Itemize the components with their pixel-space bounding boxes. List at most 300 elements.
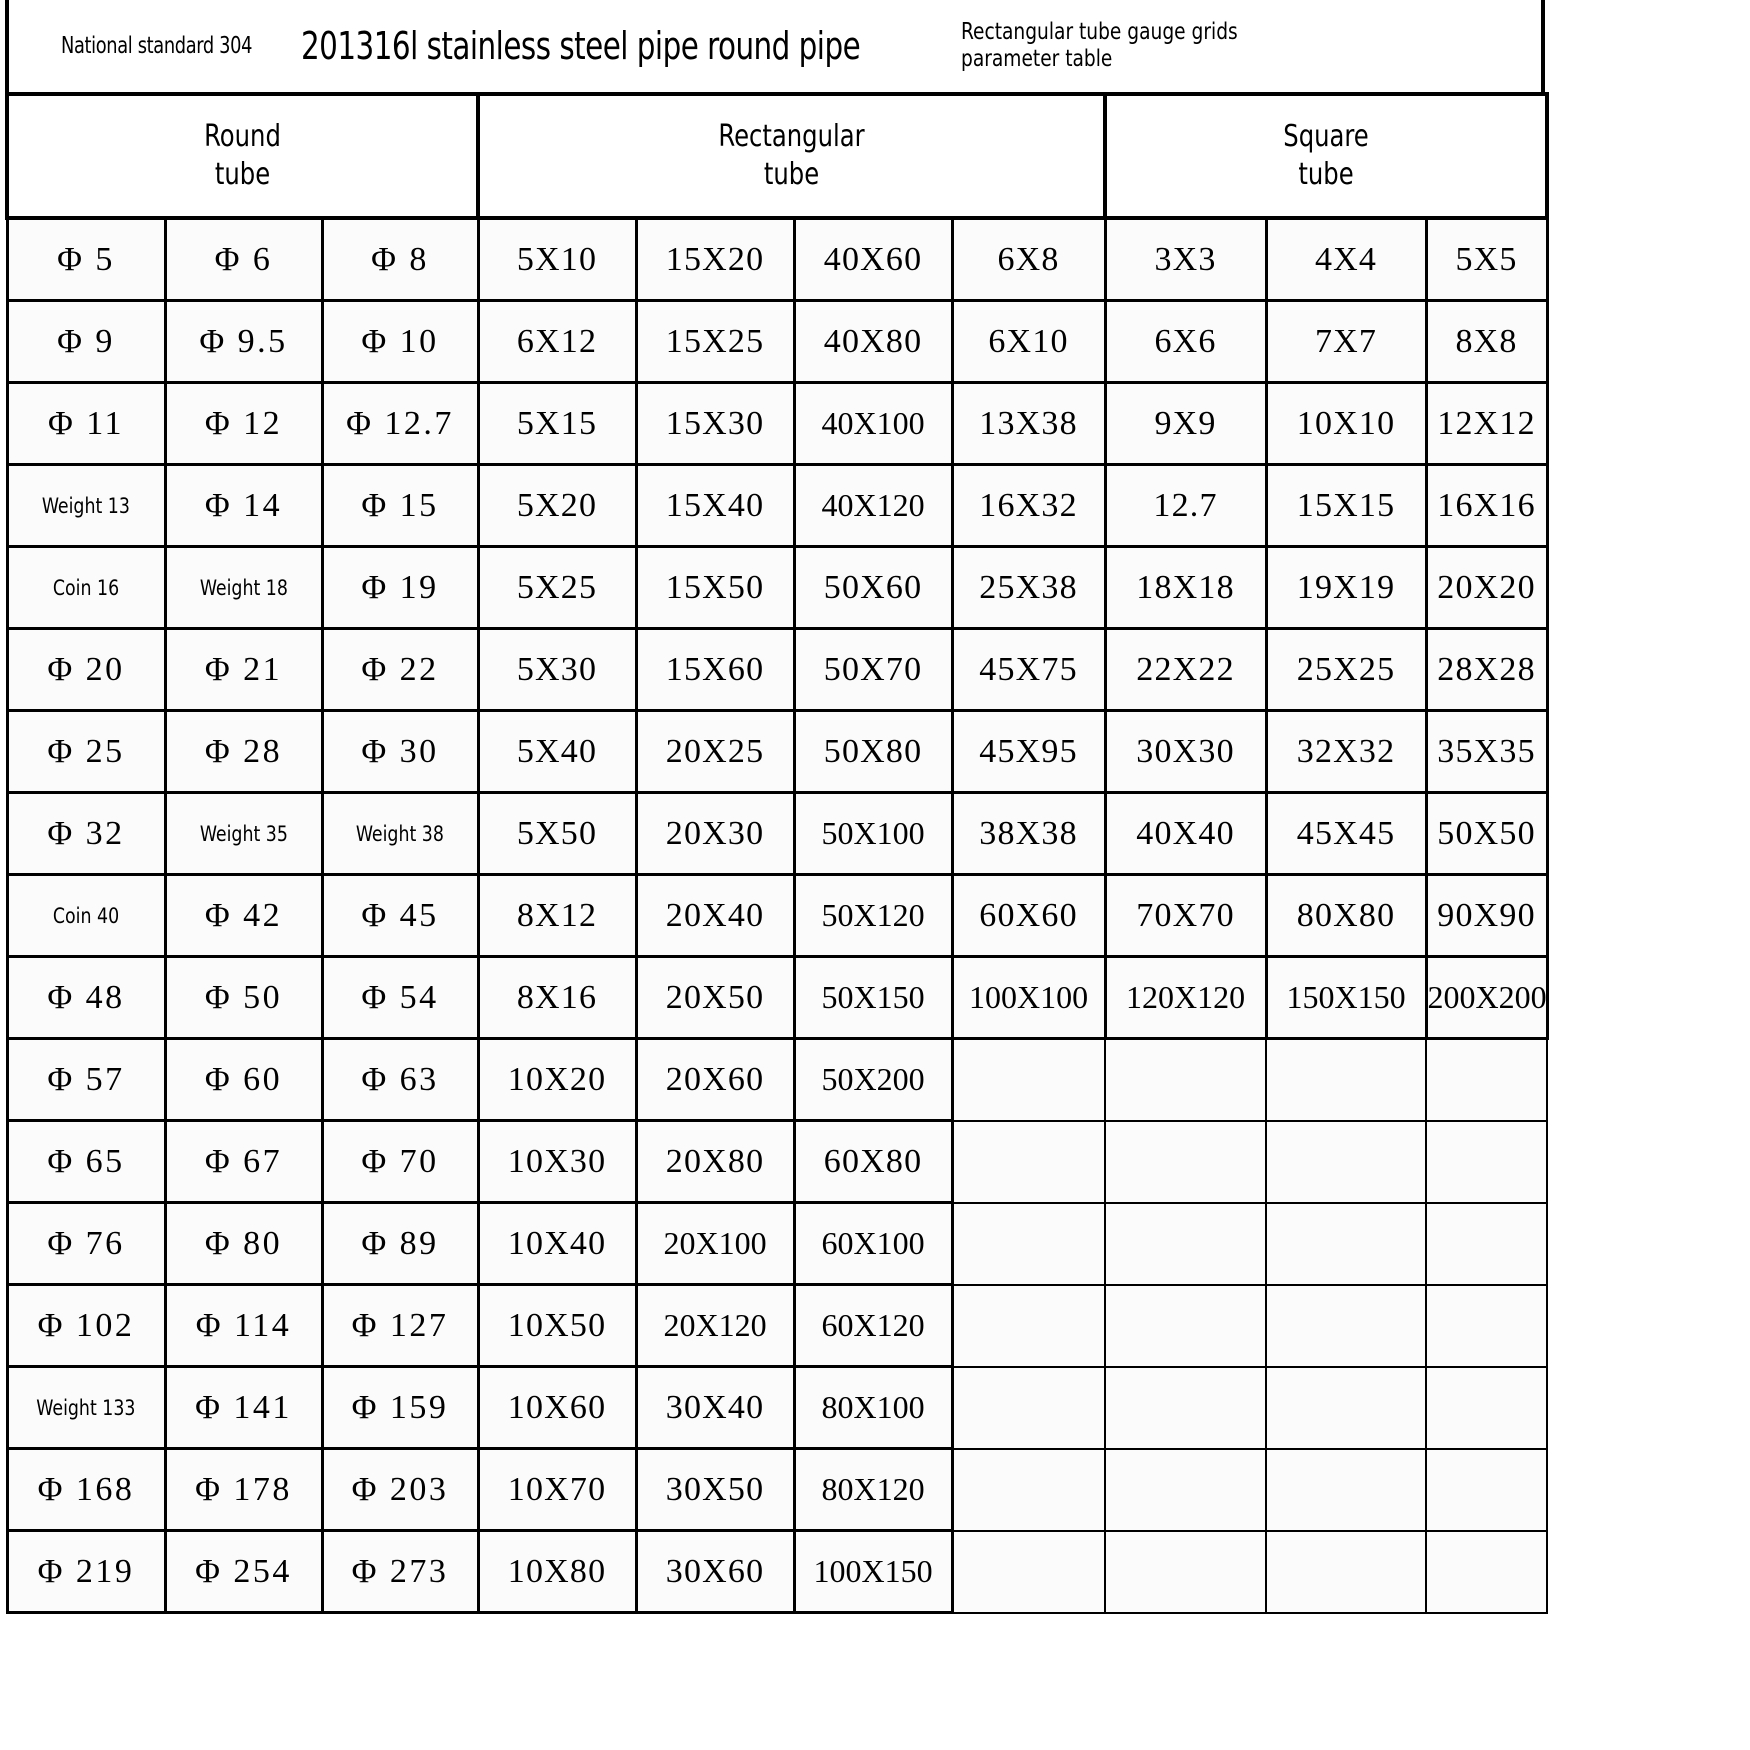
table-cell-empty bbox=[1105, 1203, 1266, 1285]
table-cell bbox=[322, 1449, 478, 1531]
cell-value: Φ 10 bbox=[361, 322, 439, 360]
table-cell bbox=[322, 1203, 478, 1285]
cell-value: Φ 60 bbox=[204, 1060, 283, 1098]
table-cell bbox=[1426, 547, 1547, 629]
table-cell-empty bbox=[1426, 1203, 1547, 1285]
table-cell-empty bbox=[1426, 1367, 1547, 1449]
table-cell bbox=[1266, 301, 1426, 383]
cell-value: Φ 80 bbox=[204, 1224, 283, 1262]
table-cell bbox=[478, 1531, 636, 1613]
table-cell bbox=[165, 301, 322, 383]
table-cell bbox=[322, 793, 478, 875]
cell-value: 15X20 bbox=[665, 240, 765, 278]
table-cell bbox=[1426, 465, 1547, 547]
cell-value: 50X200 bbox=[821, 1061, 925, 1097]
table-cell bbox=[952, 465, 1105, 547]
cell-value: Φ 11 bbox=[47, 404, 125, 442]
table-cell bbox=[952, 629, 1105, 711]
table-cell bbox=[322, 957, 478, 1039]
cell-value: 8X8 bbox=[1455, 322, 1518, 360]
table-cell bbox=[636, 875, 794, 957]
table-cell bbox=[794, 1285, 952, 1367]
column-group-label-line2: tube bbox=[214, 157, 271, 192]
table-row bbox=[7, 218, 1547, 301]
cell-value: 9X9 bbox=[1154, 404, 1217, 442]
table-cell bbox=[165, 465, 322, 547]
table-cell bbox=[322, 547, 478, 629]
cell-value: 45X45 bbox=[1296, 814, 1396, 852]
table-cell bbox=[1426, 218, 1547, 301]
cell-value: 5X30 bbox=[516, 650, 598, 688]
cell-value: 20X50 bbox=[665, 978, 765, 1016]
table-cell bbox=[478, 1121, 636, 1203]
table-cell-empty bbox=[1266, 1531, 1426, 1613]
table-cell bbox=[794, 1367, 952, 1449]
table-cell bbox=[794, 711, 952, 793]
table-cell bbox=[952, 301, 1105, 383]
table-cell bbox=[7, 1367, 165, 1449]
cell-value: 19X19 bbox=[1296, 568, 1396, 606]
cell-value: 20X40 bbox=[665, 896, 765, 934]
column-group-label-line2: tube bbox=[1298, 157, 1354, 192]
table-cell bbox=[478, 218, 636, 301]
cell-value: Φ 141 bbox=[195, 1388, 292, 1426]
table-row bbox=[7, 1203, 1547, 1285]
table-cell bbox=[794, 301, 952, 383]
table-row bbox=[7, 465, 1547, 547]
table-cell bbox=[165, 1121, 322, 1203]
cell-value: Φ 9 bbox=[57, 322, 115, 360]
table-cell-empty bbox=[1266, 1367, 1426, 1449]
table-cell-empty bbox=[1105, 1285, 1266, 1367]
cell-value: 8X16 bbox=[516, 978, 598, 1016]
table-cell bbox=[322, 875, 478, 957]
cell-value: Φ 63 bbox=[361, 1060, 439, 1098]
table-cell bbox=[1105, 875, 1266, 957]
cell-value: 60X100 bbox=[821, 1225, 925, 1261]
cell-value: Weight 38 bbox=[355, 821, 445, 846]
cell-value: 6X8 bbox=[997, 240, 1060, 278]
table-cell bbox=[794, 957, 952, 1039]
table-cell-empty bbox=[952, 1203, 1105, 1285]
table-cell bbox=[478, 1039, 636, 1121]
table-cell bbox=[7, 793, 165, 875]
cell-value: 5X10 bbox=[516, 240, 598, 278]
table-row bbox=[7, 793, 1547, 875]
cell-value: Φ 76 bbox=[47, 1224, 125, 1262]
cell-value: Φ 6 bbox=[214, 240, 273, 278]
column-group-label-line1: Rectangular bbox=[718, 118, 865, 154]
cell-value: Φ 14 bbox=[204, 486, 283, 524]
cell-value: 5X15 bbox=[516, 404, 598, 442]
table-cell bbox=[952, 711, 1105, 793]
cell-value: 13X38 bbox=[979, 404, 1078, 442]
cell-value: 30X30 bbox=[1136, 732, 1235, 770]
table-cell-empty bbox=[952, 1039, 1105, 1121]
cell-value: 15X60 bbox=[665, 650, 765, 688]
table-cell bbox=[165, 1531, 322, 1613]
cell-value: 50X80 bbox=[823, 732, 923, 770]
cell-value: 100X100 bbox=[968, 979, 1089, 1015]
cell-value: 15X25 bbox=[665, 322, 765, 360]
table-cell bbox=[478, 711, 636, 793]
cell-value: 40X60 bbox=[823, 240, 923, 278]
table-cell-empty bbox=[1426, 1285, 1547, 1367]
cell-value: Φ 65 bbox=[47, 1142, 125, 1180]
cell-value: Φ 5 bbox=[57, 240, 115, 278]
table-cell bbox=[1266, 383, 1426, 465]
cell-value: Weight 18 bbox=[199, 575, 288, 600]
table-cell bbox=[1426, 793, 1547, 875]
column-group-header bbox=[478, 94, 1105, 218]
cell-value: 30X60 bbox=[665, 1552, 765, 1590]
table-cell bbox=[794, 1039, 952, 1121]
column-group-header bbox=[7, 94, 478, 218]
table-cell bbox=[1105, 957, 1266, 1039]
cell-value: Φ 19 bbox=[361, 568, 439, 606]
table-cell bbox=[1426, 301, 1547, 383]
cell-value: 50X150 bbox=[821, 979, 925, 1015]
cell-value: 15X40 bbox=[665, 486, 765, 524]
table-cell bbox=[1426, 957, 1547, 1039]
table-cell bbox=[322, 629, 478, 711]
cell-value: 20X100 bbox=[663, 1225, 767, 1261]
cell-value: 7X7 bbox=[1314, 322, 1378, 360]
cell-value: Φ 42 bbox=[204, 896, 283, 934]
table-cell bbox=[322, 711, 478, 793]
table-cell bbox=[322, 1285, 478, 1367]
column-group-label-line2: tube bbox=[763, 157, 820, 192]
table-cell-empty bbox=[952, 1121, 1105, 1203]
cell-value: Φ 32 bbox=[47, 814, 125, 852]
table-cell bbox=[7, 1285, 165, 1367]
table-cell bbox=[165, 875, 322, 957]
table-cell bbox=[636, 793, 794, 875]
table-cell bbox=[794, 547, 952, 629]
table-cell bbox=[7, 629, 165, 711]
cell-value: 25X38 bbox=[979, 568, 1078, 606]
table-cell bbox=[165, 793, 322, 875]
cell-value: Φ 67 bbox=[204, 1142, 283, 1180]
cell-value: 6X12 bbox=[516, 322, 598, 360]
table-cell bbox=[478, 1367, 636, 1449]
table-cell bbox=[794, 875, 952, 957]
cell-value: 10X10 bbox=[1296, 404, 1396, 442]
table-row bbox=[7, 875, 1547, 957]
table-row bbox=[7, 629, 1547, 711]
table-cell bbox=[478, 465, 636, 547]
table-cell bbox=[165, 1285, 322, 1367]
table-cell-empty bbox=[1105, 1531, 1266, 1613]
table-cell bbox=[636, 383, 794, 465]
cell-value: 30X40 bbox=[665, 1388, 765, 1426]
cell-value: Φ 9.5 bbox=[199, 322, 288, 360]
cell-value: 20X25 bbox=[665, 732, 765, 770]
table-cell bbox=[165, 383, 322, 465]
table-cell bbox=[7, 1121, 165, 1203]
column-group-header bbox=[1105, 94, 1547, 218]
cell-value: Weight 133 bbox=[36, 1395, 136, 1420]
table-cell bbox=[1105, 793, 1266, 875]
table-row bbox=[7, 1121, 1547, 1203]
cell-value: 70X70 bbox=[1136, 896, 1235, 934]
cell-value: Weight 13 bbox=[41, 493, 131, 518]
cell-value: 80X80 bbox=[1296, 896, 1396, 934]
table-cell bbox=[794, 1449, 952, 1531]
cell-value: 20X30 bbox=[665, 814, 765, 852]
table-cell bbox=[478, 875, 636, 957]
table-cell bbox=[1266, 957, 1426, 1039]
table-cell bbox=[165, 957, 322, 1039]
standard-label: National standard 304 bbox=[61, 33, 253, 59]
table-cell bbox=[794, 629, 952, 711]
table-cell bbox=[165, 1449, 322, 1531]
table-cell bbox=[1426, 875, 1547, 957]
table-cell bbox=[1266, 218, 1426, 301]
table-cell bbox=[636, 465, 794, 547]
table-cell bbox=[322, 1039, 478, 1121]
cell-value: 10X80 bbox=[507, 1552, 607, 1590]
table-cell bbox=[636, 1203, 794, 1285]
cell-value: Φ 25 bbox=[47, 732, 125, 770]
table-cell bbox=[322, 1121, 478, 1203]
cell-value: 150X150 bbox=[1286, 979, 1406, 1015]
table-cell bbox=[1105, 383, 1266, 465]
cell-value: Φ 50 bbox=[204, 978, 283, 1016]
table-row bbox=[7, 957, 1547, 1039]
table-cell bbox=[636, 1121, 794, 1203]
cell-value: 120X120 bbox=[1125, 979, 1246, 1015]
table-cell bbox=[1105, 629, 1266, 711]
table-cell bbox=[1426, 711, 1547, 793]
column-group-label-line1: Round bbox=[204, 118, 281, 154]
cell-value: 16X16 bbox=[1437, 486, 1536, 524]
column-group-header-row bbox=[7, 94, 1547, 218]
cell-value: 40X120 bbox=[821, 487, 925, 523]
cell-value: 10X30 bbox=[507, 1142, 607, 1180]
table-cell bbox=[322, 465, 478, 547]
cell-value: Φ 102 bbox=[37, 1306, 135, 1344]
table-cell bbox=[7, 1449, 165, 1531]
table-row bbox=[7, 301, 1547, 383]
table-cell-empty bbox=[1426, 1531, 1547, 1613]
cell-value: 90X90 bbox=[1437, 896, 1536, 934]
cell-value: 30X50 bbox=[665, 1470, 765, 1508]
cell-value: 25X25 bbox=[1296, 650, 1396, 688]
cell-value: 10X70 bbox=[507, 1470, 607, 1508]
table-cell bbox=[952, 957, 1105, 1039]
table-cell bbox=[7, 875, 165, 957]
cell-value: Φ 20 bbox=[47, 650, 125, 688]
cell-value: Φ 12 bbox=[204, 404, 283, 442]
table-cell-empty bbox=[952, 1449, 1105, 1531]
table-cell bbox=[1266, 711, 1426, 793]
cell-value: Φ 45 bbox=[361, 896, 439, 934]
cell-value: 40X100 bbox=[821, 405, 925, 441]
table-cell bbox=[636, 1367, 794, 1449]
table-cell bbox=[7, 711, 165, 793]
table-cell-empty bbox=[1105, 1039, 1266, 1121]
table-cell-empty bbox=[1426, 1449, 1547, 1531]
table-cell bbox=[7, 1531, 165, 1613]
cell-value: 10X50 bbox=[507, 1306, 607, 1344]
table-cell bbox=[636, 1531, 794, 1613]
table-cell bbox=[7, 957, 165, 1039]
table-cell-empty bbox=[1105, 1121, 1266, 1203]
cell-value: 100X150 bbox=[813, 1553, 933, 1589]
cell-value: 15X15 bbox=[1296, 486, 1396, 524]
cell-value: 8X12 bbox=[516, 896, 598, 934]
table-cell bbox=[322, 383, 478, 465]
table-cell bbox=[1105, 711, 1266, 793]
cell-value: Φ 57 bbox=[47, 1060, 125, 1098]
table-cell bbox=[636, 301, 794, 383]
table-cell bbox=[636, 711, 794, 793]
cell-value: Φ 168 bbox=[37, 1470, 135, 1508]
cell-value: 35X35 bbox=[1437, 732, 1536, 770]
table-cell-empty bbox=[952, 1531, 1105, 1613]
cell-value: Φ 30 bbox=[361, 732, 439, 770]
table-cell bbox=[478, 629, 636, 711]
table-cell bbox=[478, 547, 636, 629]
table-cell bbox=[1266, 793, 1426, 875]
table-cell bbox=[1266, 547, 1426, 629]
table-cell bbox=[952, 383, 1105, 465]
table-cell bbox=[165, 547, 322, 629]
cell-value: Weight 35 bbox=[199, 821, 288, 846]
table-cell bbox=[478, 301, 636, 383]
table-cell bbox=[1426, 383, 1547, 465]
table-cell bbox=[165, 1203, 322, 1285]
cell-value: 6X10 bbox=[988, 322, 1069, 360]
table-cell bbox=[636, 1449, 794, 1531]
cell-value: Φ 28 bbox=[204, 732, 283, 770]
cell-value: Φ 219 bbox=[37, 1552, 135, 1590]
table-cell bbox=[322, 1367, 478, 1449]
table-cell bbox=[794, 383, 952, 465]
cell-value: Φ 70 bbox=[361, 1142, 439, 1180]
table-cell-empty bbox=[1105, 1449, 1266, 1531]
cell-value: 5X25 bbox=[516, 568, 598, 606]
table-cell bbox=[1266, 465, 1426, 547]
cell-value: 60X120 bbox=[821, 1307, 925, 1343]
table-cell-empty bbox=[952, 1367, 1105, 1449]
table-cell bbox=[952, 547, 1105, 629]
table-cell bbox=[478, 383, 636, 465]
table-cell bbox=[636, 957, 794, 1039]
cell-value: Φ 48 bbox=[47, 978, 125, 1016]
cell-value: 22X22 bbox=[1136, 650, 1235, 688]
cell-value: 32X32 bbox=[1296, 732, 1396, 770]
table-cell-empty bbox=[1105, 1367, 1266, 1449]
cell-value: Φ 22 bbox=[361, 650, 439, 688]
table-cell bbox=[7, 1203, 165, 1285]
table-cell bbox=[636, 629, 794, 711]
table-cell bbox=[165, 1039, 322, 1121]
cell-value: Φ 12.7 bbox=[346, 404, 454, 442]
table-row bbox=[7, 1531, 1547, 1613]
table-cell bbox=[7, 547, 165, 629]
cell-value: 18X18 bbox=[1136, 568, 1235, 606]
cell-value: 50X100 bbox=[821, 815, 925, 851]
cell-value: 5X40 bbox=[516, 732, 598, 770]
cell-value: 12X12 bbox=[1437, 404, 1536, 442]
cell-value: 10X60 bbox=[507, 1388, 607, 1426]
cell-value: Φ 178 bbox=[195, 1470, 292, 1508]
cell-value: Φ 273 bbox=[351, 1552, 449, 1590]
table-cell-empty bbox=[1426, 1121, 1547, 1203]
page-subtitle: Rectangular tube gauge grids parameter table bbox=[961, 18, 1239, 72]
cell-value: Φ 127 bbox=[351, 1306, 449, 1344]
cell-value: 15X30 bbox=[665, 404, 765, 442]
cell-value: 5X50 bbox=[516, 814, 598, 852]
table-cell bbox=[478, 1449, 636, 1531]
cell-value: 10X20 bbox=[507, 1060, 607, 1098]
table-cell bbox=[1105, 301, 1266, 383]
table-row bbox=[7, 1367, 1547, 1449]
table-cell bbox=[952, 875, 1105, 957]
table-cell bbox=[636, 1039, 794, 1121]
cell-value: Φ 114 bbox=[195, 1306, 292, 1344]
cell-value: 4X4 bbox=[1314, 240, 1378, 278]
table-cell bbox=[7, 1039, 165, 1121]
table-cell bbox=[478, 793, 636, 875]
cell-value: 200X200 bbox=[1427, 979, 1547, 1015]
cell-value: 50X70 bbox=[823, 650, 923, 688]
table-cell bbox=[7, 465, 165, 547]
cell-value: 45X75 bbox=[979, 650, 1078, 688]
cell-value: 3X3 bbox=[1154, 240, 1217, 278]
cell-value: Φ 203 bbox=[351, 1470, 449, 1508]
table-cell-empty bbox=[1426, 1039, 1547, 1121]
title-band bbox=[5, 0, 1545, 92]
cell-value: Φ 54 bbox=[361, 978, 439, 1016]
cell-value: 50X60 bbox=[823, 568, 923, 606]
cell-value: 20X60 bbox=[665, 1060, 765, 1098]
cell-value: Φ 8 bbox=[371, 240, 429, 278]
cell-value: 16X32 bbox=[979, 486, 1078, 524]
cell-value: 5X20 bbox=[516, 486, 598, 524]
specification-table bbox=[5, 92, 1549, 1614]
table-cell bbox=[322, 218, 478, 301]
table-cell bbox=[1105, 465, 1266, 547]
table-cell bbox=[636, 1285, 794, 1367]
table-cell-empty bbox=[1266, 1285, 1426, 1367]
cell-value: 50X50 bbox=[1437, 814, 1536, 852]
cell-value: 5X5 bbox=[1455, 240, 1518, 278]
cell-value: 80X100 bbox=[821, 1389, 925, 1425]
cell-value: 6X6 bbox=[1154, 322, 1217, 360]
table-cell bbox=[952, 793, 1105, 875]
column-group-label-line1: Square bbox=[1283, 118, 1369, 154]
table-cell bbox=[1105, 218, 1266, 301]
cell-value: Φ 15 bbox=[361, 486, 439, 524]
table-cell bbox=[794, 1121, 952, 1203]
table-cell bbox=[1266, 875, 1426, 957]
table-cell bbox=[165, 629, 322, 711]
cell-value: 12.7 bbox=[1153, 486, 1218, 524]
table-cell bbox=[794, 1531, 952, 1613]
cell-value: Φ 21 bbox=[204, 650, 283, 688]
table-cell bbox=[1426, 629, 1547, 711]
table-cell bbox=[794, 465, 952, 547]
table-cell bbox=[1266, 629, 1426, 711]
cell-value: 20X20 bbox=[1437, 568, 1536, 606]
table-cell-empty bbox=[1266, 1121, 1426, 1203]
table-row bbox=[7, 1039, 1547, 1121]
cell-value: Φ 159 bbox=[351, 1388, 449, 1426]
table-cell bbox=[478, 957, 636, 1039]
